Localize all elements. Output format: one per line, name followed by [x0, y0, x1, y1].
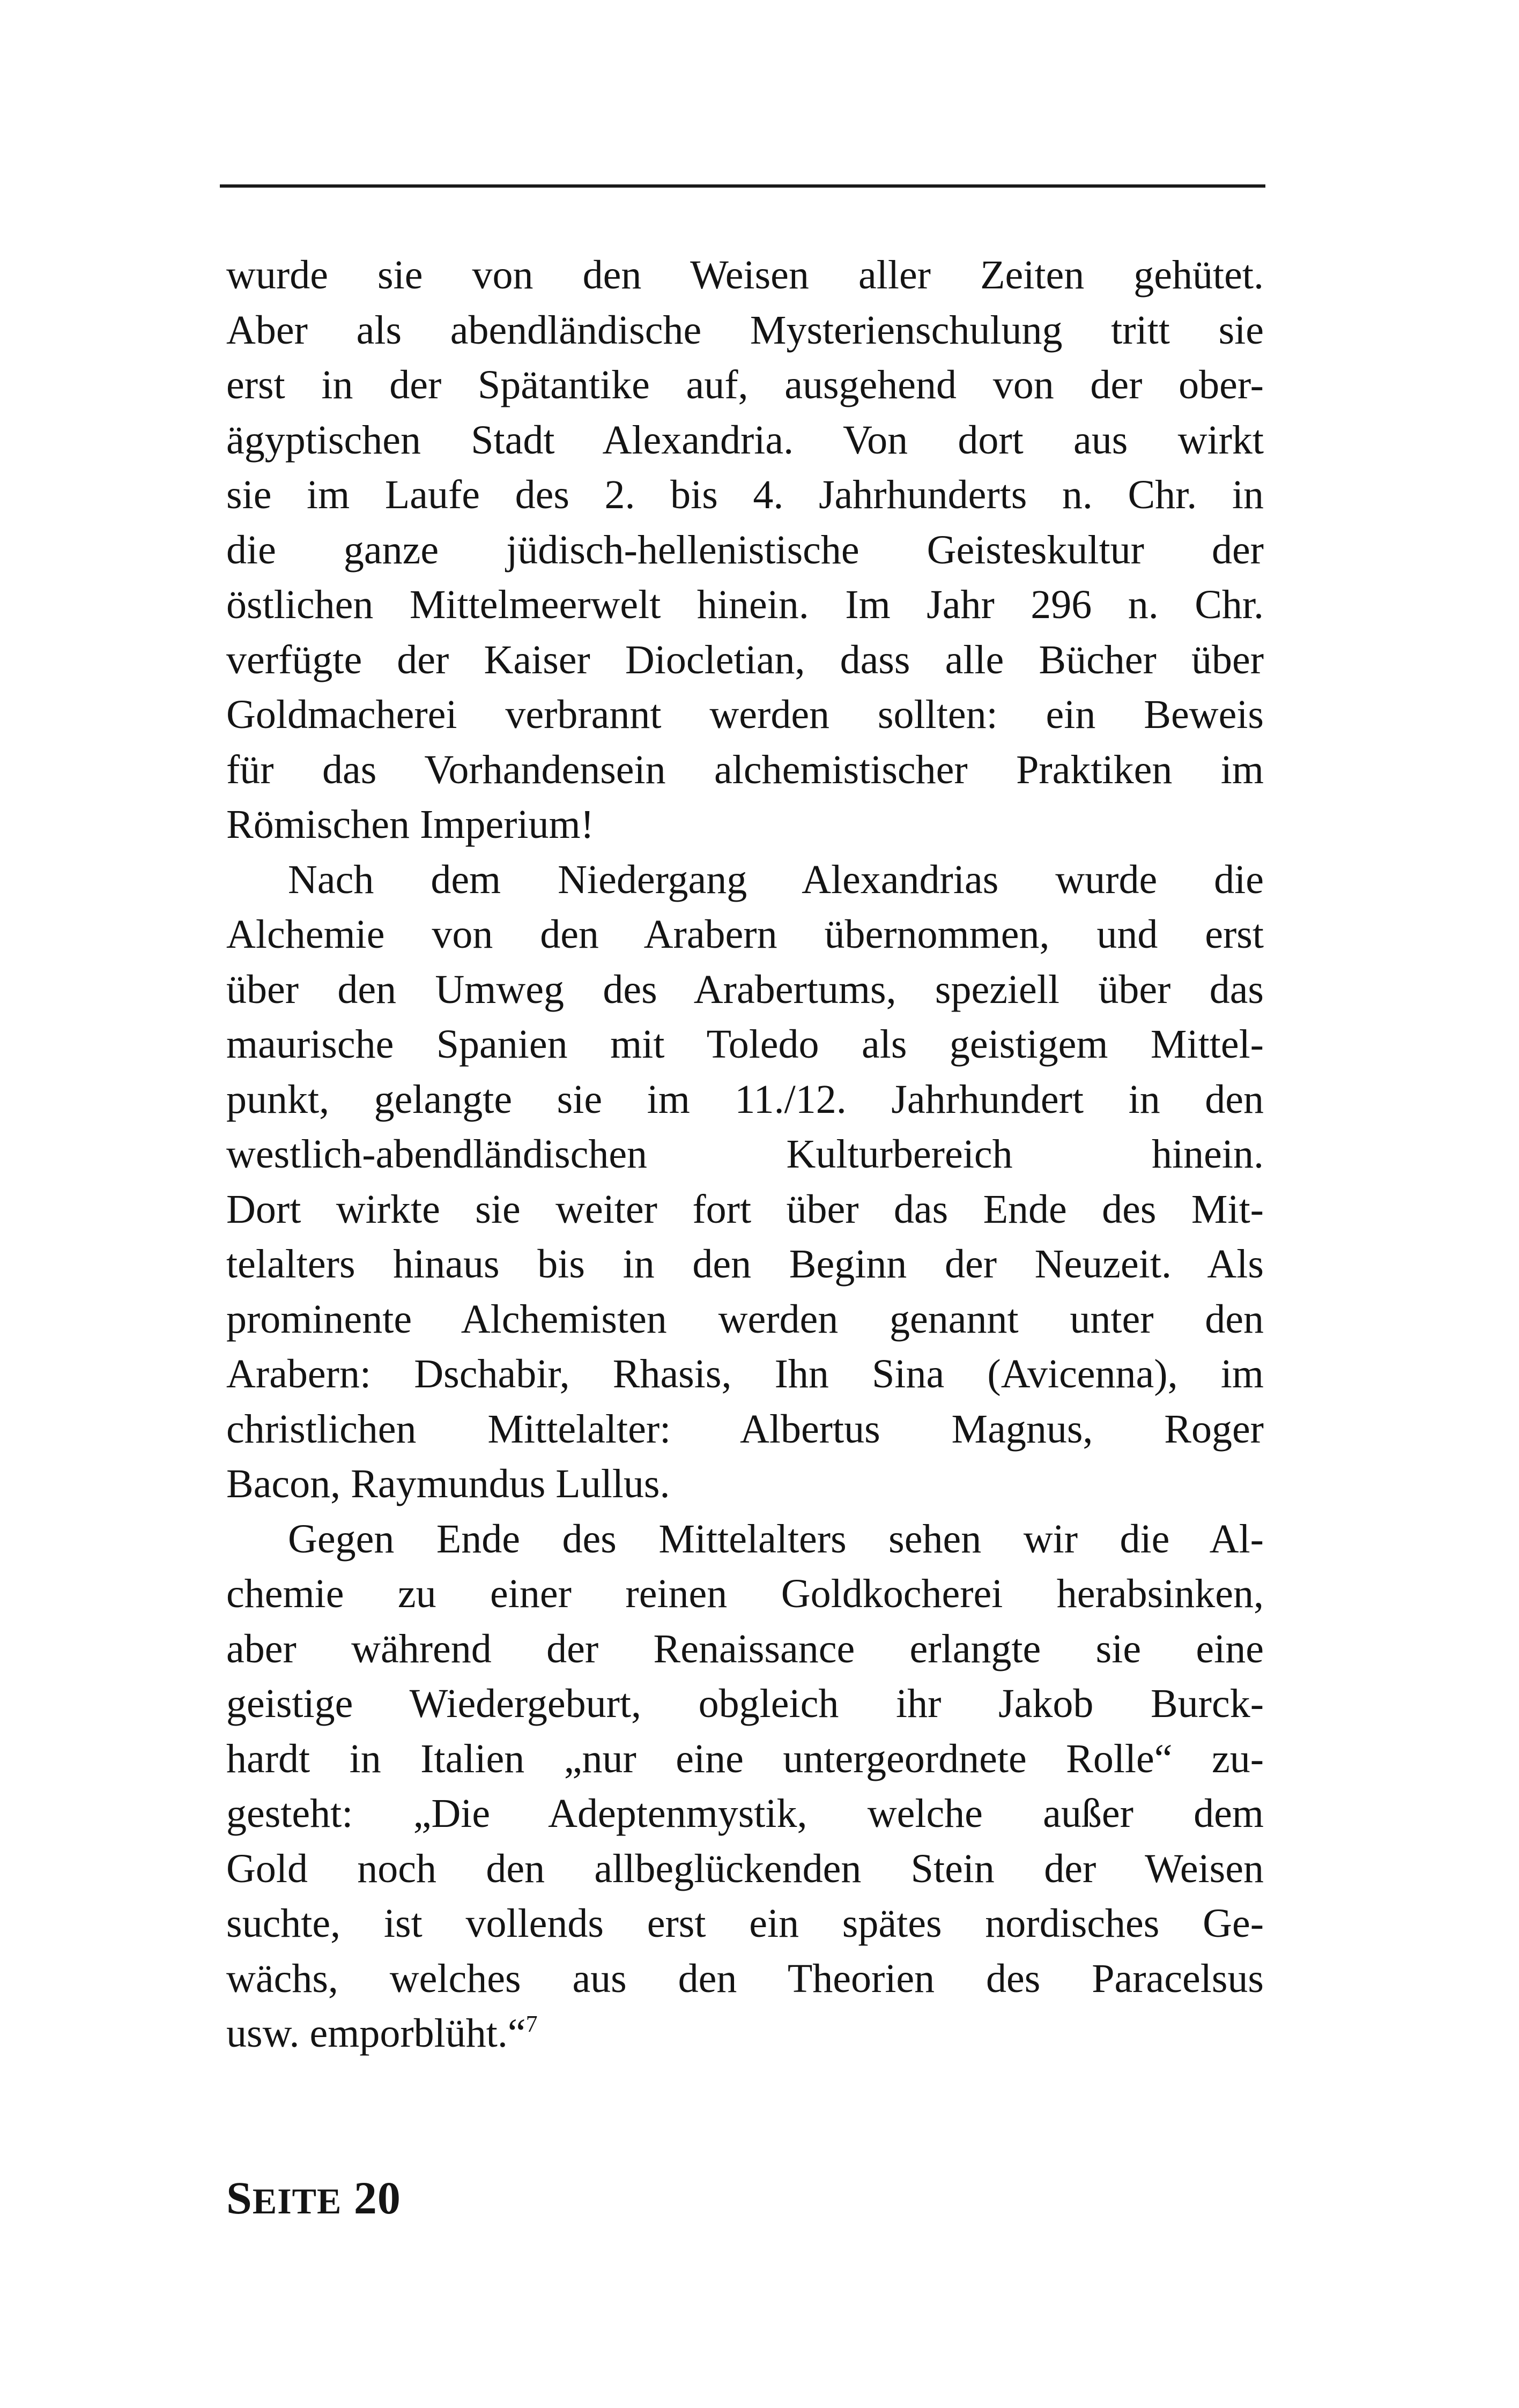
text-line: Bacon, Raymundus Lullus.: [226, 1461, 670, 1506]
page-label-rest: EITE: [252, 2181, 342, 2221]
page-label-initial: S: [226, 2172, 253, 2224]
text-line: aber während der Renaissance erlangte sie eine: [226, 1626, 1264, 1671]
text-line: hardt in Italien „nur eine untergeordnete Rolle“ zu-: [226, 1736, 1264, 1781]
text-line: erst in der Spätantike auf, ausgehend von der ober-: [226, 362, 1264, 407]
text-line: gesteht: „Die Adeptenmystik, welche außer dem: [226, 1791, 1264, 1836]
text-line: geistige Wiedergeburt, obgleich ihr Jakob Burck-: [226, 1681, 1264, 1726]
text-line-content: usw. emporblüht.“: [226, 2011, 526, 2056]
body-text: [226, 248, 1264, 2061]
text-line: christlichen Mittelalter: Albertus Magnus, Roger: [226, 1406, 1264, 1452]
text-line: suchte, ist vollends erst ein spätes nordisches Ge-: [226, 1901, 1264, 1946]
text-line: Römischen Imperium!: [226, 802, 594, 847]
text-line: maurische Spanien mit Toledo als geistigem Mittel-: [226, 1022, 1264, 1067]
text-line: Dort wirkte sie weiter fort über das Ende des Mit-: [226, 1186, 1264, 1232]
text-line: Aber als abendländische Mysterienschulung tritt sie: [226, 307, 1264, 353]
text-line: westlich-abendländischen Kulturbereich hinein.: [226, 1132, 1264, 1177]
header-rule: [220, 184, 1265, 188]
text-line: prominente Alchemisten werden genannt unter den: [226, 1296, 1264, 1342]
footnote-reference[interactable]: 7: [525, 2011, 538, 2037]
text-line: östlichen Mittelmeerwelt hinein. Im Jahr 296 n. Chr.: [226, 582, 1264, 627]
page-number: 20: [353, 2172, 401, 2224]
text-line: punkt, gelangte sie im 11./12. Jahrhundert in den: [226, 1076, 1264, 1122]
text-line: ägyptischen Stadt Alexandria. Von dort aus wirkt: [226, 417, 1264, 463]
text-line: über den Umweg des Arabertums, speziell über das: [226, 967, 1264, 1012]
text-line: Alchemie von den Arabern übernommen, und erst: [226, 912, 1264, 957]
text-line: sie im Laufe des 2. bis 4. Jahrhunderts n. Chr. in: [226, 472, 1264, 517]
text-line-final: [226, 2006, 1264, 2061]
text-line: wächs, welches aus den Theorien des Paracelsus: [226, 1956, 1264, 2001]
text-line: Goldmacherei verbrannt werden sollten: ein Beweis: [226, 692, 1264, 737]
text-line: Nach dem Niedergang Alexandrias wurde die: [288, 857, 1264, 902]
text-line: verfügte der Kaiser Diocletian, dass alle Bücher über: [226, 637, 1264, 682]
text-line: telalters hinaus bis in den Beginn der Neuzeit. Als: [226, 1242, 1264, 1287]
page-footer: [226, 2171, 401, 2225]
text-line: für das Vorhandensein alchemistischer Praktiken im: [226, 747, 1264, 792]
text-line: Gold noch den allbeglückenden Stein der Weisen: [226, 1846, 1264, 1891]
text-line: chemie zu einer reinen Goldkocherei herabsinken,: [226, 1571, 1264, 1616]
text-line: Arabern: Dschabir, Rhasis, Ihn Sina (Avicenna), im: [226, 1351, 1264, 1396]
text-line: Gegen Ende des Mittelalters sehen wir die Al-: [288, 1516, 1264, 1562]
text-line: wurde sie von den Weisen aller Zeiten gehütet.: [226, 252, 1264, 298]
text-line: die ganze jüdisch-hellenistische Geisteskultur der: [226, 527, 1264, 573]
